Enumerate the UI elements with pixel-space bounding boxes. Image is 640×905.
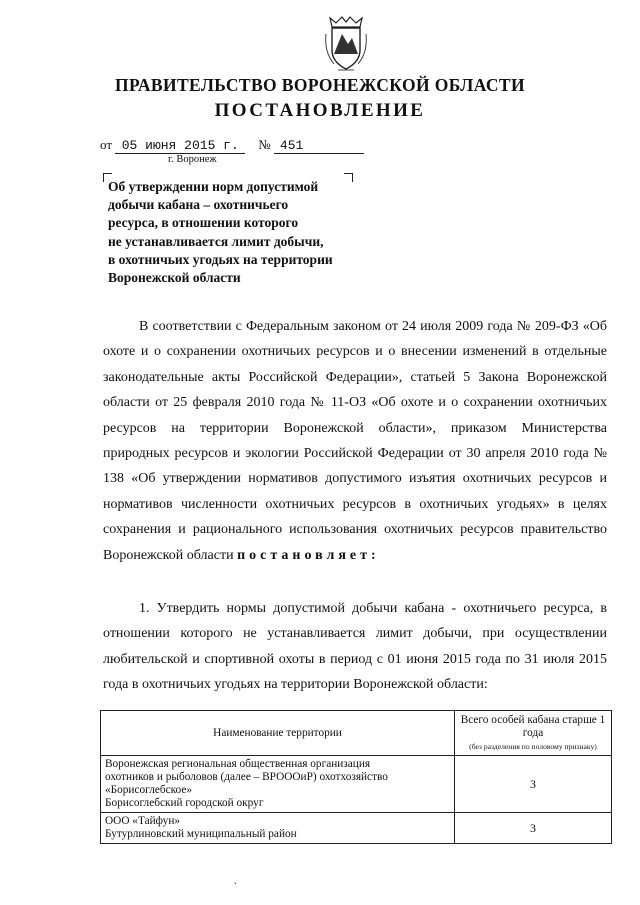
preamble-text: В соответствии с Федеральным законом от 24 июля 2009 года № 209-ФЗ «Об охоте и о сохранении охотничьих ресурсов и о внесении изменений в отдельные законодательные акты Российской Федерации», статьей 5 Закона Воронежской области от 25 февраля 2010 года № 11-ОЗ «Об охоте и о сохранении охотничьих ресурсов на территории Воронежской области», приказом Министерства природных ресурсов и экологии Российской Федерации от 30 апреля 2010 года № 138 «Об утверждении нормативов допустимого изъятия охотничьих ресурсов и нормативов численности охотничьих ресурсов в охотничьих угодьях» в целях сохранения и рационального использования охотничьих ресурсов правительство Воронежской области xyxy=(103,319,607,563)
date-number-line xyxy=(100,137,364,154)
territory-cell xyxy=(101,813,455,844)
coat-of-arms-icon xyxy=(322,14,370,74)
territory-line: Воронежская региональная общественная организация xyxy=(105,758,371,770)
decree-number: 451 xyxy=(274,138,364,154)
title-line: добычи кабана – охотничьего xyxy=(108,197,289,213)
title-line: в охотничьих угодьях на территории xyxy=(108,251,333,267)
date-prefix: от xyxy=(100,137,113,152)
column-header-count-note: (без разделения по половому признаку) xyxy=(469,741,597,751)
norms-table xyxy=(100,710,612,844)
table-header-row xyxy=(101,711,612,756)
number-prefix: № xyxy=(258,137,271,152)
document-type: ПОСТАНОВЛЕНИЕ xyxy=(214,100,426,121)
column-header-count xyxy=(455,711,612,756)
item-1-paragraph: 1. Утвердить нормы допустимой добычи кабана - охотничьего ресурса, в отношении которого не устанавливается лимит добычи, при осуществлении любительской и спортивной охоты в период с 01 июня 2015 года по 31 июля 2015 года в охотничьих угодьях на территории Воронежской области: xyxy=(103,601,607,693)
title-line: Воронежской области xyxy=(108,270,241,286)
count-cell: 3 xyxy=(455,756,612,813)
column-header-count-main: Всего особей кабана старше 1 года xyxy=(460,713,606,739)
territory-line: Борисоглебский городской округ xyxy=(105,797,264,809)
government-name: ПРАВИТЕЛЬСТВО ВОРОНЕЖСКОЙ ОБЛАСТИ xyxy=(114,75,526,95)
territory-line: охотников и рыболовов (далее – ВРОООиР) охотхозяйство xyxy=(105,771,388,783)
table-row xyxy=(101,756,612,813)
title-line: ресурса, в отношении которого xyxy=(108,215,299,231)
decree-date: 05 июня 2015 г. xyxy=(115,138,245,154)
preamble-paragraph xyxy=(103,314,607,568)
territory-cell xyxy=(101,756,455,813)
column-header-territory: Наименование территории xyxy=(101,711,455,756)
territory-line: «Борисоглебское» xyxy=(105,784,192,796)
table-row xyxy=(101,813,612,844)
title-line: Об утверждении норм допустимой xyxy=(108,179,319,194)
count-cell: 3 xyxy=(455,813,612,844)
decree-word: постановляет: xyxy=(237,547,380,563)
place-label: г. Воронеж xyxy=(168,154,217,165)
document-title xyxy=(108,178,368,287)
territory-line: Бутурлиновский муниципальный район xyxy=(105,828,297,840)
territory-line: ООО «Тайфун» xyxy=(105,815,181,827)
footer-mark: . xyxy=(234,876,237,887)
title-line: не устанавливается лимит добычи, xyxy=(108,233,324,249)
